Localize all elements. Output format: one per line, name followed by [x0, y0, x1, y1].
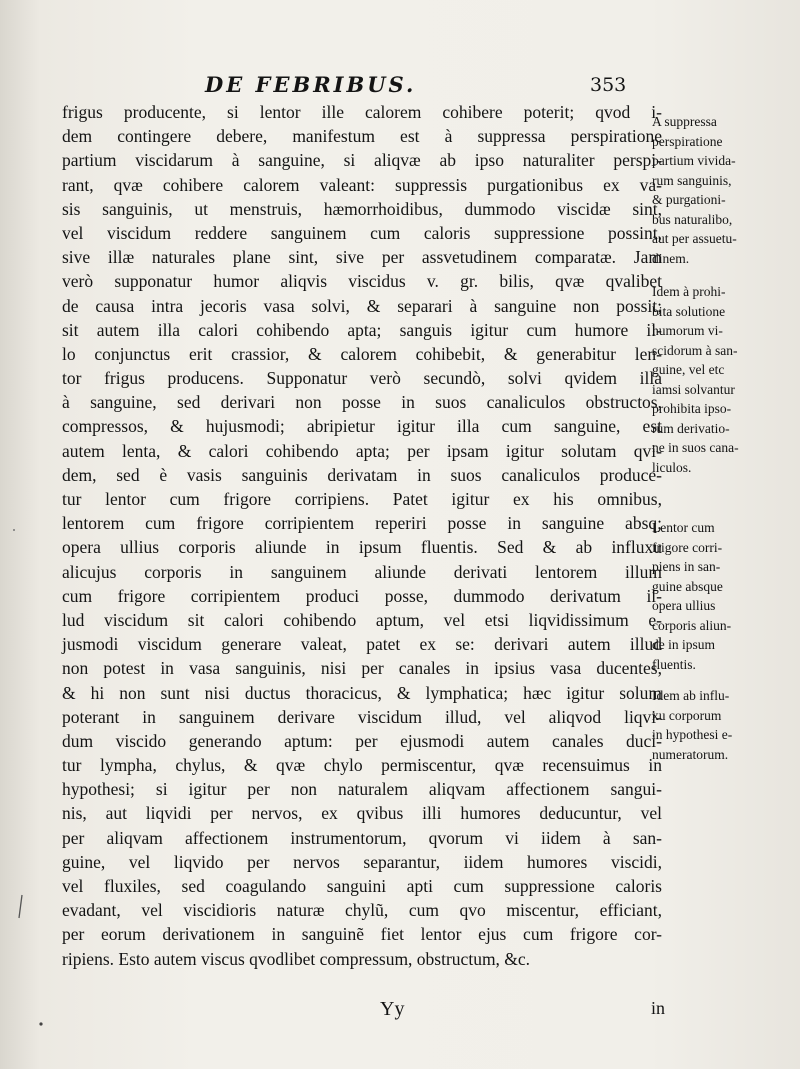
margin-note-line: dinem. [652, 250, 690, 266]
margin-note-line: frigore corri- [652, 539, 723, 555]
margin-note [652, 686, 794, 764]
text-line: cum frigore corripientem produci posse, dummodo derivatum il- [62, 585, 662, 606]
text-line: sit autem illa calori cohibendo apta; sanguis igitur cum humore il- [62, 319, 662, 340]
text-line: per aliqvam affectionem instrumentorum, qvorum vi iidem à san- [62, 827, 662, 848]
margin-note-line: bita solutione [652, 303, 726, 319]
margin-note-line: in hypothesi e- [652, 727, 733, 742]
margin-note [652, 518, 794, 674]
text-line: dum viscido generando aptum: per ejusmodi autem canales duci- [62, 730, 662, 751]
text-line: sive illæ naturales plane sint, sive per assvetudinem comparatæ. Jam [62, 247, 662, 268]
margin-note-line: prohibita ipso- [652, 401, 732, 416]
margin-note-line: xu corporum [652, 707, 722, 723]
text-line: nis, aut liqvidi per nervos, ex qvibus illi humores deducuntur, vel [62, 803, 662, 824]
text-line: guine, vel liqvido per nervos separantur, iidem humores viscidi, [62, 851, 662, 872]
text-line: alicujus corporis in sanguinem aliunde derivati lentorem illum [62, 561, 662, 582]
text-line: ripiens. Esto autem viscus qvodlibet compressum, obstructum, &c. [62, 948, 531, 969]
margin-note-line: partium vivida- [652, 153, 736, 168]
text-line: lo conjunctus erit crassior, & calorem cohibebit, & generabitur len- [62, 343, 662, 364]
margin-note-line: rum derivatio- [652, 420, 730, 436]
page-number: 353 [590, 74, 627, 96]
text-line: de causa intra jecoris vasa solvi, & separari à sanguine non possit; [62, 295, 662, 316]
text-line: compressos, & hujusmodi; abripietur igitur illa cum sanguine, est [62, 416, 662, 437]
text-line: evadant, vel viscidioris naturæ chylũ, cum qvo miscentur, efficiant, [62, 900, 662, 921]
margin-note-line: corporis aliun- [652, 617, 732, 633]
text-line: lentorem cum frigore corripientem reperiri posse in sanguine absq; [62, 513, 662, 534]
margin-note-line: & purgationi- [652, 192, 726, 207]
text-line: & hi non sunt nisi ductus thoracicus, & lymphatica; hæc igitur solum [62, 682, 662, 703]
text-line: partium viscidarum à sanguine, si aliqvæ ab ipso naturaliter perspi- [62, 150, 662, 171]
text-line: vel viscidum reddere sanguinem cum caloris suppressione possint, [62, 222, 662, 243]
text-line: verò supponatur humor aliqvis viscidus v. gr. bilis, qvæ qvalibet [62, 271, 662, 292]
text-line: à sanguine, sed derivari non posse in suos canaliculos obstructos, [62, 392, 662, 413]
signature-mark: Yy [380, 998, 405, 1020]
text-line: frigus producente, si lentor ille calorem cohibere poterit; qvod i- [62, 102, 662, 122]
margin-note-line: de in ipsum [652, 637, 715, 652]
margin-note-line: rum sanguinis, [652, 172, 732, 188]
text-line: tur lympha, chylus, & qvæ chylo permiscentur, qvæ recensuimus in [62, 755, 662, 776]
margin-note-line: guine, vel etc [652, 362, 725, 377]
margin-note-line: bus naturalibo, [652, 211, 733, 227]
margin-note-line: liculos. [652, 459, 692, 475]
margin-note [652, 112, 794, 268]
margin-note-line: scidorum à san- [652, 342, 738, 358]
margin-note-line: opera ullius [652, 598, 716, 613]
ink-speck [39, 1022, 42, 1025]
margin-note-line: Idem à prohi- [652, 284, 726, 299]
text-line: lud viscidum sit calori cohibendo aptum, vel etsi liqvidissimum e- [62, 609, 662, 630]
margin-note-line: numeratorum. [652, 746, 729, 762]
text-line: rant, qvæ cohibere calorem valeant: suppressis purgationibus ex va- [62, 174, 662, 195]
margin-note-line: Lentor cum [652, 520, 715, 535]
text-line: hypothesi; si igitur per non naturalem aliqvam affectionem sangui- [62, 779, 662, 800]
ink-speck [19, 895, 22, 918]
margin-note-line: ne in suos cana- [652, 440, 739, 455]
text-line: autem lenta, & calori cohibendo apta; per ipsam igitur solutam qvi- [62, 440, 662, 461]
margin-note-line: fluentis. [652, 656, 696, 672]
catchword: in [651, 998, 666, 1018]
text-line: tor frigus producens. Supponatur verò secundò, solvi qvidem illa [62, 368, 662, 389]
margin-note-line: guine absque [652, 578, 723, 594]
text-line: non potest in vasa sanguinis, nisi per canales in ipsius vasa ducentes, [62, 658, 662, 679]
text-line: jusmodi viscidum generare valeat, patet ex se: derivari autem illud [62, 634, 662, 655]
running-title: DE FEBRIBUS. [205, 72, 417, 97]
margin-note-line: perspiratione [652, 133, 723, 149]
text-line: sis sanguinis, ut menstruis, hæmorrhoidibus, dummodo viscidæ sint, [62, 198, 662, 219]
margin-note-line: humorum vi- [652, 323, 723, 338]
margin-note-line: iamsi solvantur [652, 381, 735, 397]
margin-note [652, 282, 794, 477]
text-line: dem, sed è vasis sanguinis derivatam in suos canaliculos produce- [62, 464, 662, 485]
text-line: dem contingere debere, manifestum est à suppressa perspiratione [62, 126, 662, 147]
ink-speck [13, 529, 15, 531]
text-line: poterant in sanguinem derivare viscidum illud, vel aliqvod liqvi- [62, 706, 662, 727]
text-line: vel fluxiles, sed coagulando sanguini apti cum suppressione caloris [62, 876, 662, 896]
margin-note-line: A suppressa [652, 114, 717, 129]
margin-note-line: aut per assuetu- [652, 231, 737, 246]
main-text-block [62, 100, 662, 971]
text-line: per eorum derivationem in sanguinẽ fiet lentor ejus cum frigore cor- [62, 924, 662, 945]
text-line: tur lentor cum frigore corripiens. Patet igitur ex his omnibus, [62, 489, 662, 509]
text-line: opera ullius corporis aliunde in ipsum fluentis. Sed & ab influxu [62, 537, 662, 558]
margin-note-line: piens in san- [652, 559, 721, 574]
margin-note-line: Idem ab influ- [652, 688, 730, 703]
